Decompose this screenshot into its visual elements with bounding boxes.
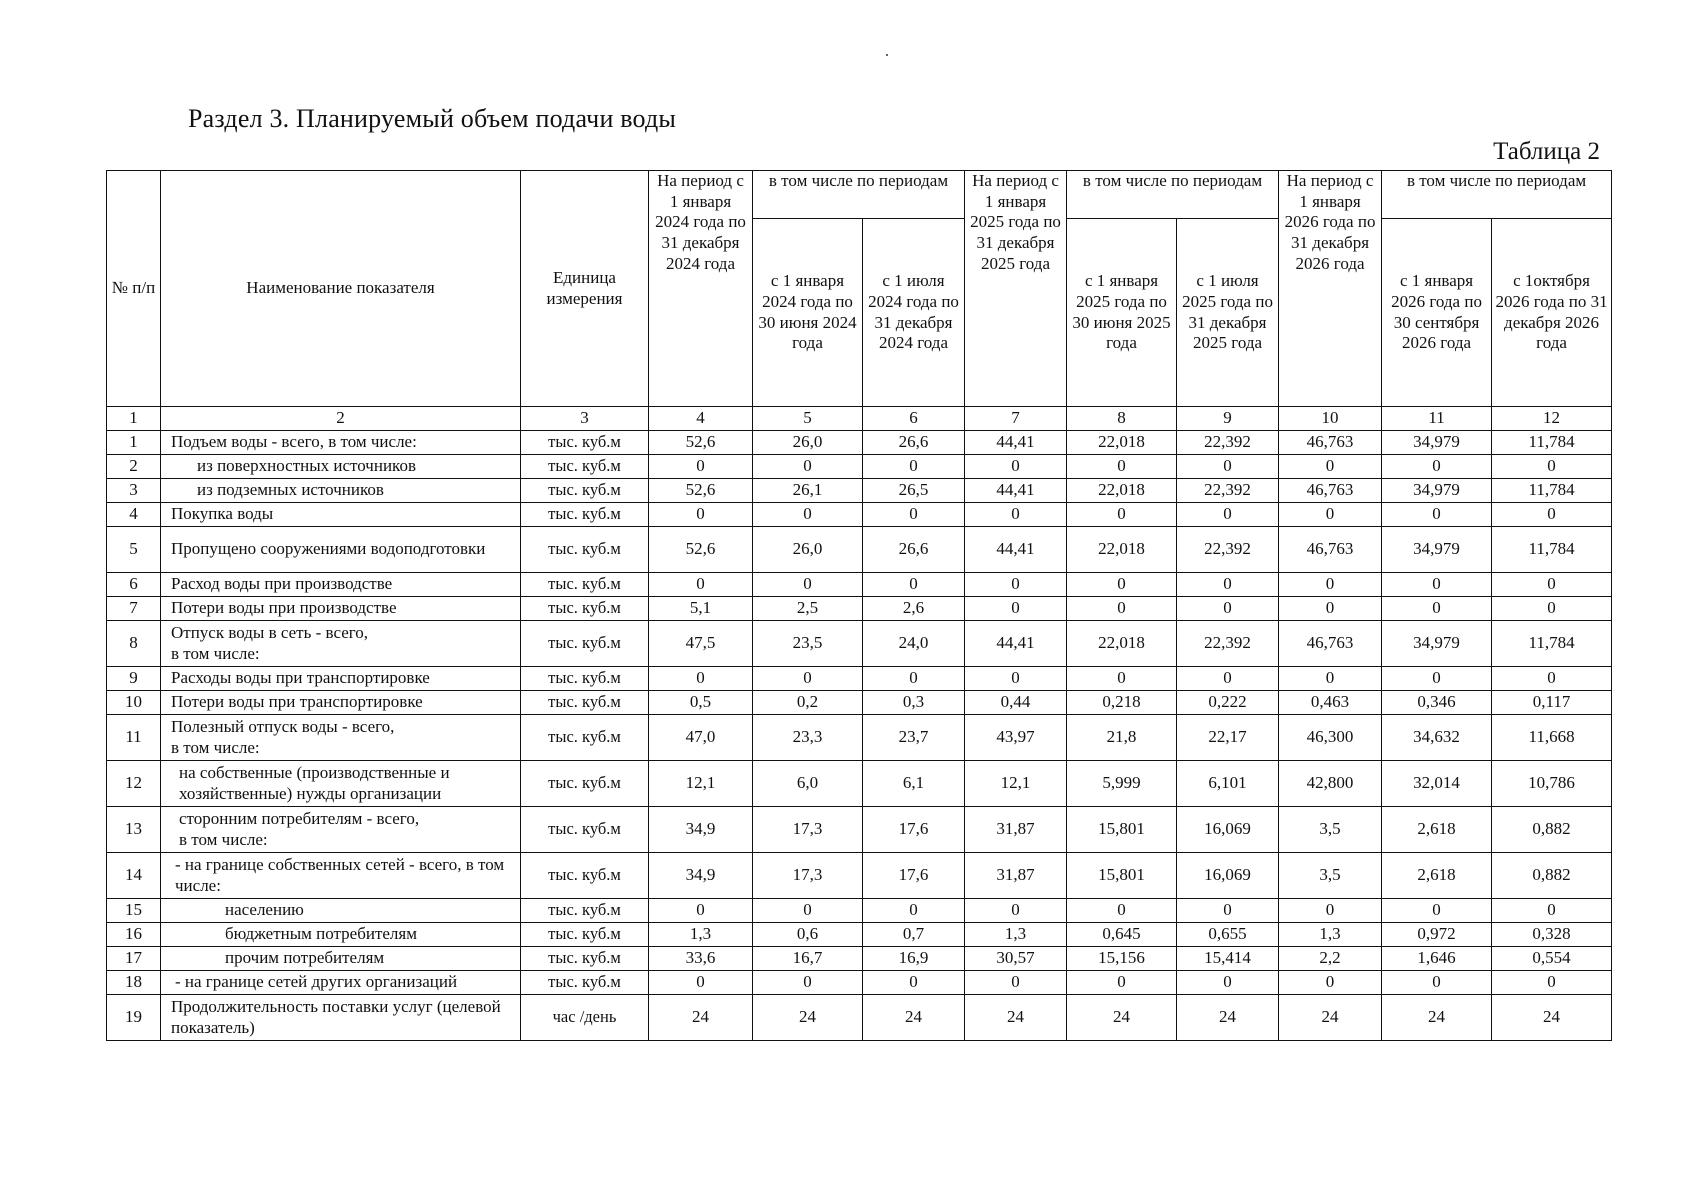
table-row	[107, 597, 1612, 621]
value-cell: 3,5	[1279, 853, 1382, 899]
colnum: 6	[863, 407, 965, 431]
value-cell: 0,645	[1067, 923, 1177, 947]
value-cell: 1,3	[649, 923, 753, 947]
value-cell: 0,218	[1067, 691, 1177, 715]
unit-cell: час /день	[521, 995, 649, 1041]
value-cell: 0	[1067, 667, 1177, 691]
value-cell: 0,972	[1382, 923, 1492, 947]
value-cell: 0	[1067, 455, 1177, 479]
value-cell: 0,328	[1492, 923, 1612, 947]
value-cell: 0	[965, 573, 1067, 597]
indicator-name: на собственные (производственные и хозяйственные) нужды организации	[161, 761, 521, 807]
value-cell: 2,5	[753, 597, 863, 621]
value-cell: 0	[965, 503, 1067, 527]
row-number: 9	[107, 667, 161, 691]
value-cell: 15,801	[1067, 807, 1177, 853]
table-row	[107, 899, 1612, 923]
row-number: 7	[107, 597, 161, 621]
value-cell: 6,101	[1177, 761, 1279, 807]
value-cell: 32,014	[1382, 761, 1492, 807]
value-cell: 31,87	[965, 807, 1067, 853]
value-cell: 0	[1067, 899, 1177, 923]
value-cell: 52,6	[649, 431, 753, 455]
indicator-name: Расход воды при производстве	[161, 573, 521, 597]
value-cell: 0	[1492, 597, 1612, 621]
table-row	[107, 431, 1612, 455]
header-period-2026: На период с 1 января 2026 года по 31 декабря 2026 года	[1279, 171, 1382, 407]
value-cell: 47,5	[649, 621, 753, 667]
value-cell: 22,018	[1067, 621, 1177, 667]
value-cell: 0	[1067, 573, 1177, 597]
value-cell: 0	[1492, 455, 1612, 479]
unit-cell: тыс. куб.м	[521, 691, 649, 715]
value-cell: 47,0	[649, 715, 753, 761]
value-cell: 0	[1279, 899, 1382, 923]
value-cell: 5,999	[1067, 761, 1177, 807]
value-cell: 0	[1492, 667, 1612, 691]
value-cell: 0	[649, 971, 753, 995]
value-cell: 0	[1382, 455, 1492, 479]
indicator-name: - на границе сетей других организаций	[161, 971, 521, 995]
value-cell: 0,882	[1492, 807, 1612, 853]
value-cell: 31,87	[965, 853, 1067, 899]
value-cell: 34,979	[1382, 527, 1492, 573]
stray-dot	[886, 54, 888, 56]
value-cell: 15,801	[1067, 853, 1177, 899]
value-cell: 0	[1177, 971, 1279, 995]
value-cell: 44,41	[965, 621, 1067, 667]
value-cell: 0	[1177, 573, 1279, 597]
value-cell: 17,3	[753, 853, 863, 899]
value-cell: 26,6	[863, 431, 965, 455]
row-number: 15	[107, 899, 161, 923]
value-cell: 22,17	[1177, 715, 1279, 761]
value-cell: 0	[649, 573, 753, 597]
value-cell: 0	[1382, 597, 1492, 621]
unit-cell: тыс. куб.м	[521, 503, 649, 527]
row-number: 18	[107, 971, 161, 995]
value-cell: 0	[1279, 455, 1382, 479]
value-cell: 0	[753, 899, 863, 923]
unit-cell: тыс. куб.м	[521, 971, 649, 995]
value-cell: 24	[1492, 995, 1612, 1041]
indicator-name: сторонним потребителям - всего, в том числе:	[161, 807, 521, 853]
value-cell: 11,784	[1492, 621, 1612, 667]
value-cell: 24	[863, 995, 965, 1041]
indicator-name: прочим потребителям	[161, 947, 521, 971]
value-cell: 26,1	[753, 479, 863, 503]
header-sub-2026-q4: с 1октября 2026 года по 31 декабря 2026 года	[1492, 219, 1612, 407]
indicator-name: из подземных источников	[161, 479, 521, 503]
header-incl-2024: в том числе по периодам	[753, 171, 965, 219]
value-cell: 0	[753, 455, 863, 479]
indicator-name: Пропущено сооружениями водоподготовки	[161, 527, 521, 573]
value-cell: 0	[753, 667, 863, 691]
colnum: 3	[521, 407, 649, 431]
row-number: 6	[107, 573, 161, 597]
value-cell: 0	[1382, 503, 1492, 527]
table-row	[107, 995, 1612, 1041]
value-cell: 22,392	[1177, 621, 1279, 667]
colnum: 10	[1279, 407, 1382, 431]
value-cell: 11,784	[1492, 527, 1612, 573]
header-sub-2024-h2: с 1 июля 2024 года по 31 декабря 2024 года	[863, 219, 965, 407]
unit-cell: тыс. куб.м	[521, 573, 649, 597]
row-number: 10	[107, 691, 161, 715]
value-cell: 0	[1067, 503, 1177, 527]
table-row	[107, 691, 1612, 715]
value-cell: 10,786	[1492, 761, 1612, 807]
table-row	[107, 761, 1612, 807]
value-cell: 0	[753, 971, 863, 995]
value-cell: 24	[1067, 995, 1177, 1041]
value-cell: 16,9	[863, 947, 965, 971]
colnum: 9	[1177, 407, 1279, 431]
table-row	[107, 621, 1612, 667]
table-row	[107, 667, 1612, 691]
value-cell: 0	[1492, 573, 1612, 597]
unit-cell: тыс. куб.м	[521, 923, 649, 947]
table-body	[107, 431, 1612, 1041]
value-cell: 0	[863, 455, 965, 479]
value-cell: 0,463	[1279, 691, 1382, 715]
row-number: 13	[107, 807, 161, 853]
value-cell: 0	[965, 899, 1067, 923]
value-cell: 44,41	[965, 431, 1067, 455]
row-number: 12	[107, 761, 161, 807]
value-cell: 15,156	[1067, 947, 1177, 971]
indicator-name: бюджетным потребителям	[161, 923, 521, 947]
header-sub-2026-q1-3: с 1 января 2026 года по 30 сентября 2026 года	[1382, 219, 1492, 407]
value-cell: 34,9	[649, 853, 753, 899]
unit-cell: тыс. куб.м	[521, 621, 649, 667]
value-cell: 24	[965, 995, 1067, 1041]
table-row	[107, 971, 1612, 995]
value-cell: 26,0	[753, 527, 863, 573]
value-cell: 0	[1177, 597, 1279, 621]
value-cell: 0,346	[1382, 691, 1492, 715]
value-cell: 0,6	[753, 923, 863, 947]
indicator-name: Полезный отпуск воды - всего, в том числе:	[161, 715, 521, 761]
table-row	[107, 853, 1612, 899]
value-cell: 6,0	[753, 761, 863, 807]
header-name: Наименование показателя	[161, 171, 521, 407]
value-cell: 0	[1382, 899, 1492, 923]
value-cell: 26,5	[863, 479, 965, 503]
value-cell: 16,7	[753, 947, 863, 971]
value-cell: 46,300	[1279, 715, 1382, 761]
colnum: 1	[107, 407, 161, 431]
value-cell: 2,2	[1279, 947, 1382, 971]
value-cell: 0	[753, 573, 863, 597]
value-cell: 22,018	[1067, 479, 1177, 503]
value-cell: 34,9	[649, 807, 753, 853]
value-cell: 33,6	[649, 947, 753, 971]
value-cell: 43,97	[965, 715, 1067, 761]
indicator-name: Подъем воды - всего, в том числе:	[161, 431, 521, 455]
value-cell: 0,2	[753, 691, 863, 715]
value-cell: 22,392	[1177, 431, 1279, 455]
value-cell: 12,1	[649, 761, 753, 807]
value-cell: 26,6	[863, 527, 965, 573]
value-cell: 0	[863, 899, 965, 923]
header-sub-2025-h2: с 1 июля 2025 года по 31 декабря 2025 года	[1177, 219, 1279, 407]
value-cell: 17,6	[863, 807, 965, 853]
value-cell: 0	[1492, 899, 1612, 923]
unit-cell: тыс. куб.м	[521, 715, 649, 761]
table-row	[107, 807, 1612, 853]
indicator-name: Отпуск воды в сеть - всего, в том числе:	[161, 621, 521, 667]
value-cell: 0	[863, 971, 965, 995]
value-cell: 1,646	[1382, 947, 1492, 971]
value-cell: 30,57	[965, 947, 1067, 971]
value-cell: 15,414	[1177, 947, 1279, 971]
indicator-name: Продолжительность поставки услуг (целевой показатель)	[161, 995, 521, 1041]
indicator-name: - на границе собственных сетей - всего, в том числе:	[161, 853, 521, 899]
value-cell: 0	[1382, 573, 1492, 597]
row-number: 11	[107, 715, 161, 761]
value-cell: 0	[1492, 503, 1612, 527]
value-cell: 1,3	[965, 923, 1067, 947]
value-cell: 23,3	[753, 715, 863, 761]
value-cell: 1,3	[1279, 923, 1382, 947]
row-number: 19	[107, 995, 161, 1041]
row-number: 14	[107, 853, 161, 899]
table-label: Таблица 2	[1493, 138, 1600, 165]
table-row	[107, 923, 1612, 947]
column-number-row	[107, 407, 1612, 431]
colnum: 11	[1382, 407, 1492, 431]
value-cell: 26,0	[753, 431, 863, 455]
value-cell: 22,392	[1177, 527, 1279, 573]
indicator-name: Покупка воды	[161, 503, 521, 527]
value-cell: 2,618	[1382, 853, 1492, 899]
value-cell: 12,1	[965, 761, 1067, 807]
value-cell: 52,6	[649, 479, 753, 503]
header-sub-2025-h1: с 1 января 2025 года по 30 июня 2025 года	[1067, 219, 1177, 407]
value-cell: 22,018	[1067, 527, 1177, 573]
value-cell: 0,554	[1492, 947, 1612, 971]
value-cell: 0	[1279, 503, 1382, 527]
row-number: 17	[107, 947, 161, 971]
value-cell: 52,6	[649, 527, 753, 573]
unit-cell: тыс. куб.м	[521, 667, 649, 691]
value-cell: 16,069	[1177, 807, 1279, 853]
value-cell: 0	[965, 455, 1067, 479]
indicator-name: из поверхностных источников	[161, 455, 521, 479]
value-cell: 6,1	[863, 761, 965, 807]
water-supply-table	[106, 170, 1612, 1041]
unit-cell: тыс. куб.м	[521, 853, 649, 899]
value-cell: 0	[863, 667, 965, 691]
value-cell: 11,784	[1492, 479, 1612, 503]
unit-cell: тыс. куб.м	[521, 807, 649, 853]
row-number: 2	[107, 455, 161, 479]
value-cell: 34,979	[1382, 479, 1492, 503]
unit-cell: тыс. куб.м	[521, 431, 649, 455]
value-cell: 0	[1177, 455, 1279, 479]
table-row	[107, 455, 1612, 479]
value-cell: 17,3	[753, 807, 863, 853]
indicator-name: населению	[161, 899, 521, 923]
value-cell: 0	[1279, 667, 1382, 691]
value-cell: 0	[965, 971, 1067, 995]
value-cell: 2,6	[863, 597, 965, 621]
value-cell: 2,618	[1382, 807, 1492, 853]
colnum: 8	[1067, 407, 1177, 431]
value-cell: 0	[1067, 597, 1177, 621]
colnum: 5	[753, 407, 863, 431]
value-cell: 42,800	[1279, 761, 1382, 807]
colnum: 7	[965, 407, 1067, 431]
value-cell: 34,979	[1382, 621, 1492, 667]
table-row	[107, 947, 1612, 971]
value-cell: 22,392	[1177, 479, 1279, 503]
value-cell: 34,632	[1382, 715, 1492, 761]
value-cell: 22,018	[1067, 431, 1177, 455]
unit-cell: тыс. куб.м	[521, 597, 649, 621]
value-cell: 46,763	[1279, 621, 1382, 667]
value-cell: 24	[1382, 995, 1492, 1041]
value-cell: 0	[649, 455, 753, 479]
value-cell: 0	[649, 667, 753, 691]
colnum: 2	[161, 407, 521, 431]
indicator-name: Потери воды при производстве	[161, 597, 521, 621]
value-cell: 16,069	[1177, 853, 1279, 899]
value-cell: 0,7	[863, 923, 965, 947]
value-cell: 24	[1279, 995, 1382, 1041]
header-incl-2025: в том числе по периодам	[1067, 171, 1279, 219]
table-row	[107, 503, 1612, 527]
value-cell: 5,1	[649, 597, 753, 621]
header-num: № п/п	[107, 171, 161, 407]
row-number: 8	[107, 621, 161, 667]
unit-cell: тыс. куб.м	[521, 899, 649, 923]
value-cell: 0	[1279, 573, 1382, 597]
row-number: 16	[107, 923, 161, 947]
value-cell: 0	[965, 667, 1067, 691]
indicator-name: Потери воды при транспортировке	[161, 691, 521, 715]
value-cell: 0	[1067, 971, 1177, 995]
value-cell: 0,117	[1492, 691, 1612, 715]
value-cell: 0,5	[649, 691, 753, 715]
value-cell: 11,668	[1492, 715, 1612, 761]
value-cell: 24	[753, 995, 863, 1041]
value-cell: 44,41	[965, 479, 1067, 503]
unit-cell: тыс. куб.м	[521, 947, 649, 971]
colnum: 4	[649, 407, 753, 431]
value-cell: 24	[1177, 995, 1279, 1041]
table-row	[107, 479, 1612, 503]
value-cell: 3,5	[1279, 807, 1382, 853]
header-period-2024: На период с 1 января 2024 года по 31 декабря 2024 года	[649, 171, 753, 407]
header-sub-2024-h1: с 1 января 2024 года по 30 июня 2024 года	[753, 219, 863, 407]
unit-cell: тыс. куб.м	[521, 479, 649, 503]
section-title: Раздел 3. Планируемый объем подачи воды	[188, 104, 677, 133]
value-cell: 0,44	[965, 691, 1067, 715]
value-cell: 0	[863, 573, 965, 597]
colnum: 12	[1492, 407, 1612, 431]
unit-cell: тыс. куб.м	[521, 527, 649, 573]
value-cell: 23,7	[863, 715, 965, 761]
header-period-2025: На период с 1 января 2025 года по 31 декабря 2025 года	[965, 171, 1067, 407]
table-row	[107, 715, 1612, 761]
value-cell: 46,763	[1279, 479, 1382, 503]
value-cell: 0,882	[1492, 853, 1612, 899]
value-cell: 0,3	[863, 691, 965, 715]
row-number: 3	[107, 479, 161, 503]
value-cell: 46,763	[1279, 527, 1382, 573]
value-cell: 46,763	[1279, 431, 1382, 455]
header-unit: Единица измерения	[521, 171, 649, 407]
row-number: 5	[107, 527, 161, 573]
value-cell: 0	[1177, 503, 1279, 527]
value-cell: 23,5	[753, 621, 863, 667]
value-cell: 0	[753, 503, 863, 527]
value-cell: 0	[863, 503, 965, 527]
header-incl-2026: в том числе по периодам	[1382, 171, 1612, 219]
value-cell: 11,784	[1492, 431, 1612, 455]
table-row	[107, 573, 1612, 597]
value-cell: 0	[1382, 971, 1492, 995]
value-cell: 24	[649, 995, 753, 1041]
value-cell: 0	[649, 503, 753, 527]
value-cell: 0	[1382, 667, 1492, 691]
value-cell: 0,655	[1177, 923, 1279, 947]
value-cell: 24,0	[863, 621, 965, 667]
row-number: 4	[107, 503, 161, 527]
value-cell: 34,979	[1382, 431, 1492, 455]
value-cell: 0	[965, 597, 1067, 621]
row-number: 1	[107, 431, 161, 455]
unit-cell: тыс. куб.м	[521, 455, 649, 479]
value-cell: 0	[1492, 971, 1612, 995]
unit-cell: тыс. куб.м	[521, 761, 649, 807]
value-cell: 0	[1177, 899, 1279, 923]
value-cell: 21,8	[1067, 715, 1177, 761]
value-cell: 44,41	[965, 527, 1067, 573]
value-cell: 0	[649, 899, 753, 923]
value-cell: 0,222	[1177, 691, 1279, 715]
value-cell: 17,6	[863, 853, 965, 899]
value-cell: 0	[1279, 597, 1382, 621]
table-row	[107, 527, 1612, 573]
value-cell: 0	[1279, 971, 1382, 995]
indicator-name: Расходы воды при транспортировке	[161, 667, 521, 691]
value-cell: 0	[1177, 667, 1279, 691]
